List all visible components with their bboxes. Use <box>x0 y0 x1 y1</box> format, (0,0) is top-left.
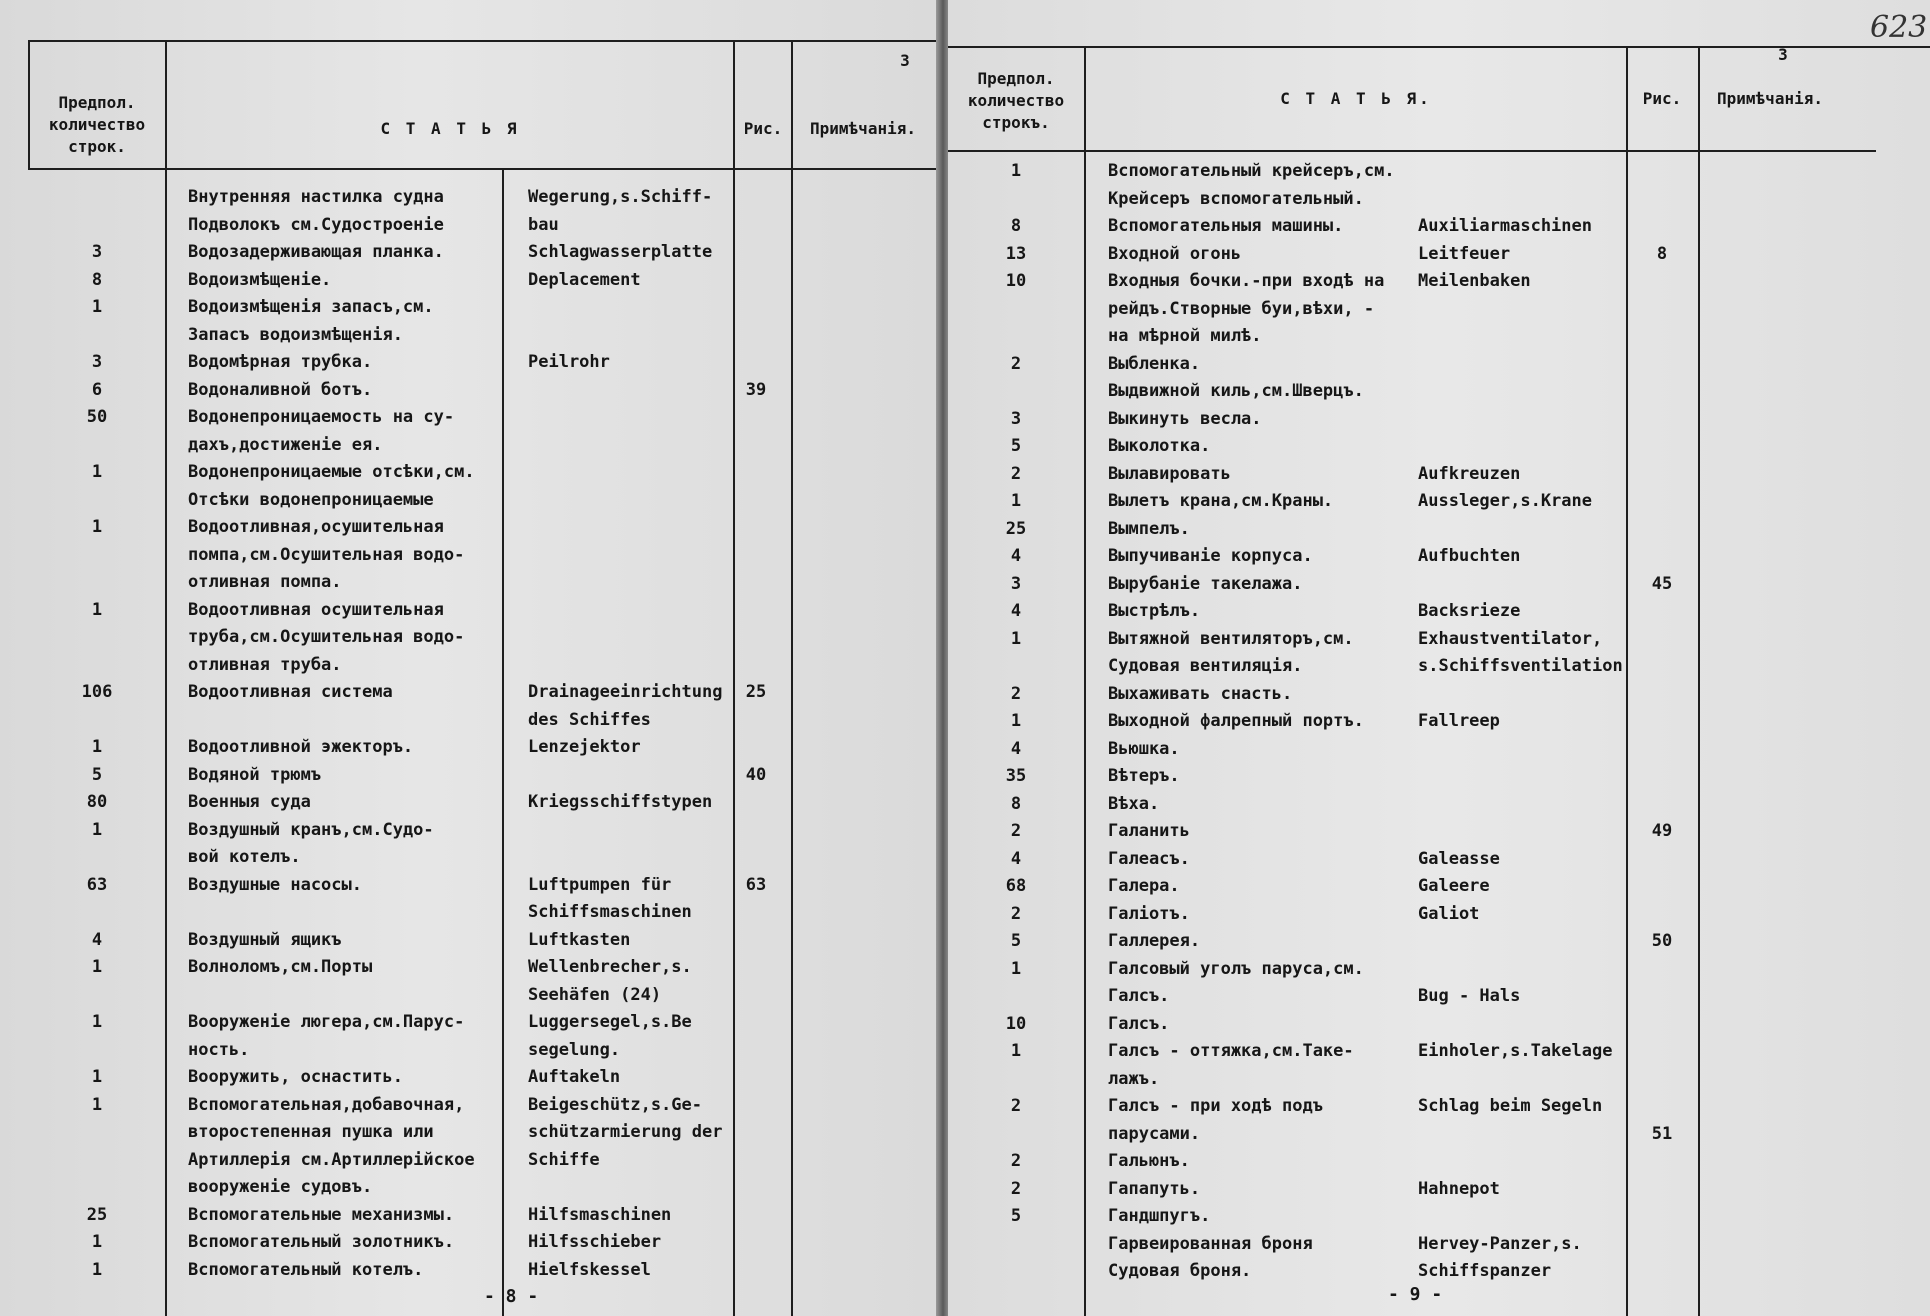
table-row <box>0 844 938 872</box>
table-row <box>948 681 1930 709</box>
article-cell: Водомѣрная трубка. <box>188 352 373 372</box>
count-cell: 1 <box>91 1012 103 1032</box>
german-term-cell: Beigeschütz,s.Ge- <box>528 1094 702 1115</box>
article-cell: Запасъ водоизмѣщенія. <box>188 324 403 345</box>
german-term-cell: Hilfsmaschinen <box>528 1204 672 1225</box>
table-row <box>0 734 938 762</box>
article-cell: Выпучиваніе корпуса. <box>1108 546 1313 566</box>
article-cell: Галера. <box>1108 876 1180 896</box>
german-term-cell: Luftkasten <box>528 929 631 950</box>
german-term-cell: Leitfeuer <box>1418 243 1511 264</box>
article-cell: Водоизмѣщенія запасъ,см. <box>188 297 434 317</box>
german-term-cell: Auxiliarmaschinen <box>1418 216 1592 236</box>
count-cell: 35 <box>1005 766 1027 786</box>
count-cell: 1 <box>1010 958 1022 979</box>
article-cell: Вспомогательные механизмы. <box>188 1204 455 1225</box>
table-row <box>948 901 1930 929</box>
table-row <box>0 404 938 432</box>
german-term-cell: Hielfskessel <box>528 1259 651 1280</box>
table-row <box>0 982 938 1010</box>
table-row <box>0 459 938 487</box>
count-cell: 5 <box>1010 1206 1022 1226</box>
count-cell: 1 <box>1010 161 1022 181</box>
article-cell: Выстрѣлъ. <box>1108 601 1201 621</box>
figure-header: Рис. <box>1642 89 1682 108</box>
article-cell: вооруженіе судовъ. <box>188 1177 373 1197</box>
article-cell: труба,см.Осушительная водо- <box>188 627 465 647</box>
count-cell: 5 <box>91 764 103 785</box>
article-cell: Выхаживать снасть. <box>1108 683 1293 704</box>
article-cell: Галлерея. <box>1108 931 1201 951</box>
table-row <box>948 241 1930 269</box>
article-cell: Выкинуть весла. <box>1108 408 1262 429</box>
german-term-cell: Deplacement <box>528 269 641 290</box>
article-cell: Водоотливная система <box>188 682 393 702</box>
table-row <box>948 213 1930 241</box>
article-cell: дахъ,достиженіе ея. <box>188 434 383 455</box>
german-term-cell: Schiffspanzer <box>1418 1261 1552 1281</box>
table-row <box>948 983 1930 1011</box>
table-row <box>948 433 1930 461</box>
article-cell: Вытяжной вентиляторъ,см. <box>1108 628 1354 649</box>
count-cell: 2 <box>1010 821 1022 841</box>
count-cell: 1 <box>1010 711 1022 731</box>
table-row <box>948 186 1930 214</box>
table-row <box>948 1231 1930 1259</box>
table-row <box>0 1147 938 1175</box>
figure-cell: 51 <box>1651 1123 1673 1144</box>
count-cell: 5 <box>1010 931 1022 951</box>
figure-cell: 39 <box>745 379 767 400</box>
count-cell: 1 <box>91 462 103 482</box>
entries-list <box>948 158 1930 1286</box>
article-cell: отливная труба. <box>188 654 342 675</box>
article-cell: Вспомогательный крейсеръ,см. <box>1108 161 1395 181</box>
table-row <box>0 1009 938 1037</box>
german-term-cell: Auftakeln <box>528 1067 621 1087</box>
figure-cell: 25 <box>745 682 767 702</box>
page-number: - 9 - <box>1388 1284 1443 1305</box>
table-row <box>948 488 1930 516</box>
count-cell: 6 <box>91 379 103 400</box>
table-row <box>0 184 938 212</box>
article-cell: Вооруженіе люгера,см.Парус- <box>188 1012 465 1032</box>
right-page <box>948 0 1930 1316</box>
article-cell: Вспомогательная,добавочная, <box>188 1094 465 1115</box>
table-row <box>0 707 938 735</box>
article-cell: Водонепроницаемые отсѣки,см. <box>188 462 475 482</box>
table-row <box>948 1093 1930 1121</box>
table-row <box>0 377 938 405</box>
count-cell: 50 <box>86 407 108 427</box>
table-row <box>948 1258 1930 1286</box>
table-row <box>0 1174 938 1202</box>
table-row <box>948 1121 1930 1149</box>
table-row <box>0 514 938 542</box>
article-cell: парусами. <box>1108 1123 1201 1144</box>
count-cell: 1 <box>91 1232 103 1252</box>
table-row <box>948 1203 1930 1231</box>
table-row <box>948 516 1930 544</box>
table-row <box>948 1066 1930 1094</box>
table-row <box>948 571 1930 599</box>
article-cell: Галсъ - оттяжка,см.Таке- <box>1108 1041 1354 1061</box>
german-term-cell: Einholer,s.Takelage <box>1418 1041 1613 1061</box>
table-row <box>0 487 938 515</box>
german-term-cell: schützarmierung der <box>528 1122 723 1142</box>
count-cell: 3 <box>1010 573 1022 594</box>
count-cell: 3 <box>1010 408 1022 429</box>
table-row <box>948 1038 1930 1066</box>
table-row <box>948 598 1930 626</box>
count-cell: 4 <box>1010 601 1022 621</box>
table-row <box>948 653 1930 681</box>
german-term-cell: s.Schiffsventilation <box>1418 656 1623 676</box>
table-row <box>0 927 938 955</box>
table-row <box>948 158 1930 186</box>
page-number: - 8 - <box>484 1286 539 1307</box>
article-cell: Воздушный кранъ,см.Судо- <box>188 819 434 840</box>
table-row <box>948 928 1930 956</box>
count-cell: 10 <box>1005 271 1027 291</box>
article-cell: рейдъ.Створные буи,вѣхи, - <box>1108 298 1375 319</box>
count-header: Предпол. количество строк. <box>48 93 146 156</box>
article-cell: Водоотливная осушительная <box>188 599 444 620</box>
german-term-cell: Aussleger,s.Krane <box>1418 491 1592 511</box>
german-term-cell: Schiffe <box>528 1149 600 1170</box>
german-term-cell: Luggersegel,s.Be <box>528 1012 692 1032</box>
article-cell: Вооружить, оснастить. <box>188 1067 403 1087</box>
article-cell: на мѣрной милѣ. <box>1108 326 1262 346</box>
entries-list <box>0 184 938 1284</box>
figure-cell: 40 <box>745 764 767 785</box>
article-cell: Входной огонь <box>1108 243 1242 264</box>
article-cell: Судовая броня. <box>1108 1261 1252 1281</box>
count-cell: 1 <box>91 957 103 977</box>
sheet-number: 623 <box>1870 10 1928 45</box>
article-cell: Водоотливная,осушительная <box>188 517 444 537</box>
german-term-cell: Schlagwasserplatte <box>528 242 713 262</box>
german-term-cell: Wellenbrecher,s. <box>528 957 692 977</box>
table-row <box>0 212 938 240</box>
article-cell: Вспомогательный золотникъ. <box>188 1232 455 1252</box>
table-row <box>948 296 1930 324</box>
german-term-cell: Seehäfen (24) <box>528 984 662 1005</box>
article-cell: Выходной фалрепный портъ. <box>1108 711 1364 731</box>
table-row <box>948 323 1930 351</box>
article-cell: Вьюшка. <box>1108 738 1180 759</box>
table-row <box>948 956 1930 984</box>
count-cell: 1 <box>91 737 103 757</box>
article-cell: Гапапуть. <box>1108 1178 1201 1199</box>
german-term-cell: Hahnepot <box>1418 1178 1500 1199</box>
german-term-cell: Meilenbaken <box>1418 271 1531 291</box>
german-term-cell: Fallreep <box>1418 711 1500 731</box>
article-cell: вой котелъ. <box>188 847 301 867</box>
table-row <box>948 873 1930 901</box>
figure-cell: 45 <box>1651 573 1673 594</box>
german-term-cell: segelung. <box>528 1039 621 1060</box>
count-cell: 1 <box>91 1067 103 1087</box>
article-cell: Воздушные насосы. <box>188 874 362 895</box>
count-cell: 2 <box>1010 683 1022 704</box>
article-cell: Вырубаніе такелажа. <box>1108 573 1303 594</box>
article-header: С Т А Т Ь Я. <box>1280 89 1432 108</box>
table-row <box>0 652 938 680</box>
article-cell: Водозадерживающая планка. <box>188 242 444 262</box>
table-row <box>948 543 1930 571</box>
german-term-cell: Backsrieze <box>1418 601 1521 621</box>
count-cell: 1 <box>91 599 103 620</box>
table-row <box>0 569 938 597</box>
article-cell: Галеасъ. <box>1108 848 1190 869</box>
table-row <box>0 817 938 845</box>
header-rule <box>948 150 1876 152</box>
german-term-cell: des Schiffes <box>528 709 651 730</box>
table-row <box>948 791 1930 819</box>
german-term-cell: Galeasse <box>1418 848 1500 869</box>
table-row <box>0 1092 938 1120</box>
count-cell: 3 <box>91 242 103 262</box>
table-row <box>0 762 938 790</box>
german-term-cell: Galeere <box>1418 876 1490 896</box>
article-cell: отливная помпа. <box>188 572 342 592</box>
table-row <box>0 349 938 377</box>
article-cell: второстепенная пушка или <box>188 1122 434 1142</box>
article-cell: Артиллерія см.Артиллерійское <box>188 1149 475 1170</box>
table-row <box>0 432 938 460</box>
article-cell: Галсъ - при ходѣ подъ <box>1108 1096 1323 1116</box>
german-term-cell: Aufbuchten <box>1418 546 1521 566</box>
table-row <box>0 1257 938 1285</box>
count-cell: 1 <box>91 297 103 317</box>
table-row <box>0 294 938 322</box>
article-cell: помпа,см.Осушительная водо- <box>188 544 465 565</box>
table-row <box>0 954 938 982</box>
count-cell: 80 <box>86 792 108 812</box>
count-cell: 2 <box>1010 1096 1022 1116</box>
article-cell: Галсъ. <box>1108 1013 1170 1034</box>
article-cell: Внутренняя настилка судна <box>188 187 444 207</box>
table-row <box>0 1202 938 1230</box>
article-cell: Вспомогательныя машины. <box>1108 216 1344 236</box>
figure-cell: 50 <box>1651 931 1673 951</box>
table-row <box>0 624 938 652</box>
article-cell: ность. <box>188 1039 250 1060</box>
table-row <box>948 626 1930 654</box>
table-row <box>0 872 938 900</box>
table-row <box>0 1037 938 1065</box>
table-row <box>948 1011 1930 1039</box>
article-cell: Судовая вентиляція. <box>1108 656 1303 676</box>
count-cell: 1 <box>91 819 103 840</box>
article-cell: Гандшпугъ. <box>1108 1206 1211 1226</box>
article-cell: Подволокъ см.Судостроеніе <box>188 214 444 235</box>
article-cell: Галіотъ. <box>1108 903 1190 924</box>
german-term-cell: Lenzejektor <box>528 737 641 757</box>
count-cell: 1 <box>1010 491 1022 511</box>
table-row <box>948 378 1930 406</box>
count-cell: 1 <box>1010 628 1022 649</box>
count-cell: 13 <box>1005 243 1027 264</box>
german-term-cell: Aufkreuzen <box>1418 463 1521 484</box>
count-cell: 4 <box>1010 546 1022 566</box>
article-cell: Вымпелъ. <box>1108 518 1190 539</box>
count-cell: 1 <box>91 517 103 537</box>
table-row <box>0 267 938 295</box>
table-row <box>948 708 1930 736</box>
table-row <box>0 1229 938 1257</box>
table-row <box>948 846 1930 874</box>
german-term-cell: Drainageeinrichtung <box>528 682 723 702</box>
table-row <box>0 789 938 817</box>
count-cell: 2 <box>1010 903 1022 924</box>
table-row <box>0 597 938 625</box>
article-cell: Выбленка. <box>1108 353 1201 374</box>
count-cell: 10 <box>1005 1013 1027 1034</box>
notes-header: Примѣчанія. <box>810 119 916 138</box>
table-row <box>0 542 938 570</box>
article-cell: Волноломъ,см.Порты <box>188 957 373 977</box>
count-cell: 4 <box>1010 848 1022 869</box>
article-cell: Галанить <box>1108 821 1190 841</box>
figure-header: Рис. <box>743 119 783 138</box>
article-cell: лажъ. <box>1108 1068 1160 1089</box>
count-cell: 8 <box>1010 793 1022 814</box>
count-cell: 5 <box>1010 436 1022 456</box>
count-cell: 25 <box>1005 518 1027 539</box>
count-cell: 25 <box>86 1204 108 1225</box>
german-term-cell: Kriegsschiffstypen <box>528 792 713 812</box>
table-row <box>948 351 1930 379</box>
table-row <box>0 1119 938 1147</box>
figure-cell: 63 <box>745 874 767 895</box>
count-cell: 2 <box>1010 463 1022 484</box>
count-cell: 4 <box>91 929 103 950</box>
article-cell: Воздушный ящикъ <box>188 929 342 950</box>
german-term-cell: bau <box>528 214 559 235</box>
count-cell: 1 <box>1010 1041 1022 1061</box>
corner-number: 3 <box>900 51 910 70</box>
german-term-cell: Schiffsmaschinen <box>528 902 692 922</box>
article-cell: Водоотливной эжекторъ. <box>188 737 414 757</box>
article-header: С Т А Т Ь Я <box>380 119 520 138</box>
count-header: Предпол. количество строкъ. <box>967 69 1065 132</box>
count-cell: 2 <box>1010 353 1022 374</box>
article-cell: Водяной трюмъ <box>188 764 322 785</box>
table-row <box>948 818 1930 846</box>
german-term-cell: Peilrohr <box>528 352 610 372</box>
german-term-cell: Luftpumpen für <box>528 874 672 895</box>
table-row <box>948 461 1930 489</box>
table-row <box>948 268 1930 296</box>
count-cell: 4 <box>1010 738 1022 759</box>
count-cell: 1 <box>91 1094 103 1115</box>
article-cell: Отсѣки водонепроницаемые <box>188 489 434 510</box>
article-cell: Вылетъ крана,см.Краны. <box>1108 491 1334 511</box>
figure-cell: 49 <box>1651 821 1673 841</box>
table-row <box>0 239 938 267</box>
figure-cell: 8 <box>1656 243 1668 264</box>
table-row <box>948 736 1930 764</box>
german-term-cell: Galiot <box>1418 903 1480 924</box>
article-cell: Вылавировать <box>1108 463 1231 484</box>
article-cell: Выдвижной киль,см.Шверцъ. <box>1108 381 1364 401</box>
table-row <box>0 679 938 707</box>
table-row <box>948 1176 1930 1204</box>
article-cell: Выколотка. <box>1108 436 1211 456</box>
count-cell: 3 <box>91 352 103 372</box>
count-cell: 106 <box>81 682 113 702</box>
article-cell: Гальюнъ. <box>1108 1151 1190 1171</box>
article-cell: Входныя бочки.-при входѣ на <box>1108 271 1385 291</box>
count-cell: 8 <box>91 269 103 290</box>
count-cell: 1 <box>91 1259 103 1280</box>
german-term-cell: Hervey-Panzer,s. <box>1418 1233 1582 1254</box>
article-cell: Водонепроницаемость на су- <box>188 407 455 427</box>
count-cell: 63 <box>86 874 108 895</box>
article-cell: Вѣха. <box>1108 793 1160 814</box>
notes-header: Примѣчанія. <box>1717 89 1823 108</box>
article-cell: Крейсеръ вспомогательный. <box>1108 188 1364 209</box>
count-cell: 8 <box>1010 216 1022 236</box>
article-cell: Водоналивной ботъ. <box>188 379 373 400</box>
left-page <box>0 0 938 1316</box>
article-cell: Военныя суда <box>188 792 311 812</box>
article-cell: Вспомогательный котелъ. <box>188 1259 424 1280</box>
corner-number: 3 <box>1778 45 1788 64</box>
german-term-cell: Wegerung,s.Schiff- <box>528 187 713 207</box>
table-row <box>948 763 1930 791</box>
table-row <box>0 899 938 927</box>
article-cell: Галсъ. <box>1108 986 1170 1006</box>
german-term-cell: Exhaustventilator, <box>1418 628 1603 649</box>
article-cell: Гарвеированная броня <box>1108 1233 1313 1254</box>
table-row <box>0 322 938 350</box>
count-cell: 68 <box>1005 876 1027 896</box>
table-row <box>948 406 1930 434</box>
article-cell: Водоизмѣщеніе. <box>188 269 332 290</box>
german-term-cell: Hilfsschieber <box>528 1232 662 1252</box>
german-term-cell: Bug - Hals <box>1418 986 1521 1006</box>
count-cell: 2 <box>1010 1151 1022 1171</box>
article-cell: Галсовый уголъ паруса,см. <box>1108 958 1364 979</box>
table-row <box>948 1148 1930 1176</box>
article-cell: Вѣтеръ. <box>1108 766 1180 786</box>
german-term-cell: Schlag beim Segeln <box>1418 1096 1603 1116</box>
table-row <box>0 1064 938 1092</box>
count-cell: 2 <box>1010 1178 1022 1199</box>
